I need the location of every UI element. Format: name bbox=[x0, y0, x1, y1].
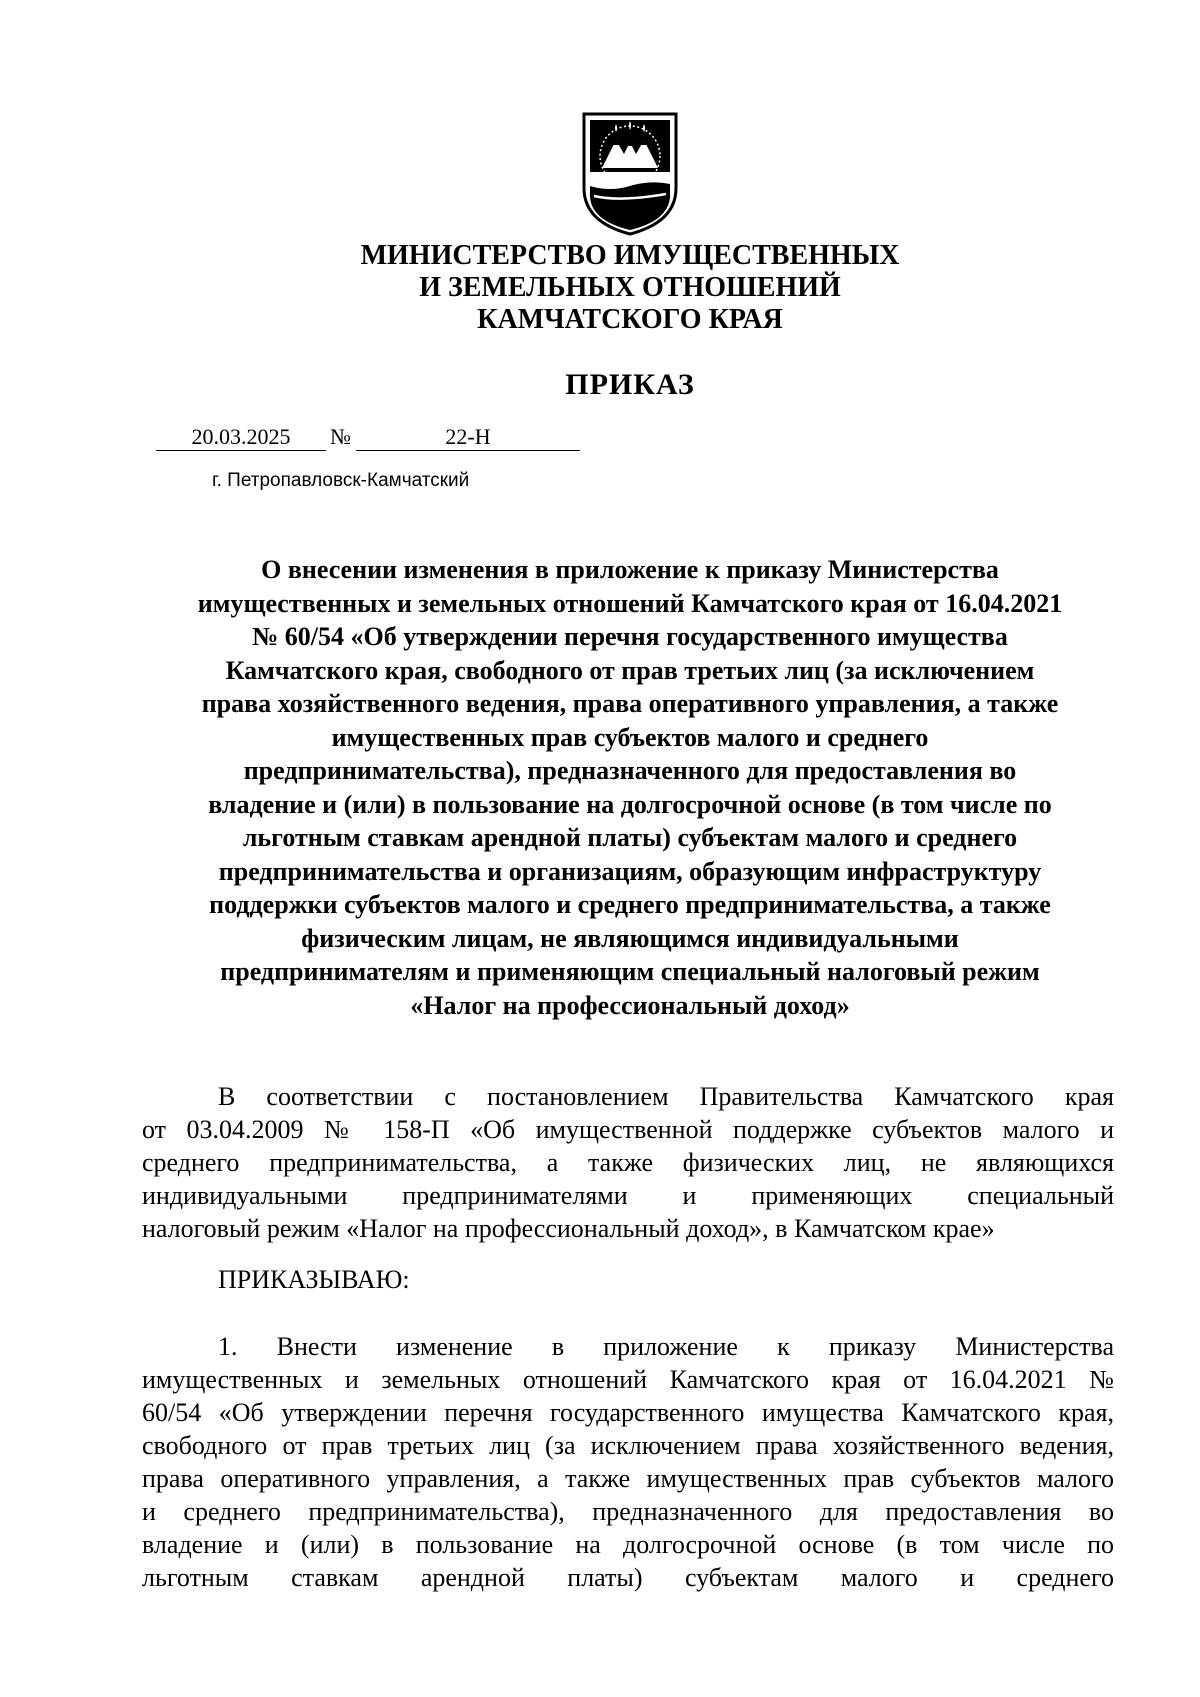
title-line: льготным ставкам арендной платы) субъектам малого и среднего bbox=[242, 823, 1018, 852]
item-1-line: льготным ставкам арендной платы) субъектам малого и среднего bbox=[142, 1563, 1114, 1592]
title-line: Камчатского края, свободного от прав третьих лиц (за исключением bbox=[225, 655, 1035, 685]
title-line: физическим лицам, не являющимся индивидуальными bbox=[301, 923, 959, 953]
title-line: «Налог на профессиональный доход» bbox=[410, 990, 850, 1020]
city-name: г. Петропавловск-Камчатский bbox=[212, 470, 470, 491]
title-line: права хозяйственного ведения, права оперативного управления, а также bbox=[201, 689, 1059, 718]
title-line: поддержки субъектов малого и среднего предпринимательства, а также bbox=[209, 890, 1051, 919]
item-1-line: владение и (или) в пользование на долгосрочной основе (в том числе по bbox=[142, 1530, 1114, 1559]
title-line: предпринимательства и организациям, образующим инфраструктуру bbox=[218, 856, 1042, 886]
item-1-line: имущественных и земельных отношений Камчатского края от 16.04.2021 № bbox=[142, 1365, 1114, 1394]
preamble-paragraph bbox=[142, 1080, 1114, 1245]
item-1-line: 1. Внести изменение в приложение к приказу Министерства bbox=[218, 1332, 1114, 1361]
title-line: имущественных и земельных отношений Камчатского края от 16.04.2021 bbox=[197, 588, 1063, 618]
ministry-name-line-2: И ЗЕМЕЛЬНЫХ ОТНОШЕНИЙ bbox=[419, 272, 841, 303]
preamble-line: налоговый режим «Налог на профессиональный доход», в Камчатском крае» bbox=[142, 1214, 995, 1243]
item-1-line: и среднего предпринимательства), предназначенного для предоставления во bbox=[142, 1497, 1114, 1526]
document-title bbox=[120, 553, 1140, 1022]
number-sign: № bbox=[330, 424, 351, 449]
title-line: имущественных прав субъектов малого и среднего bbox=[331, 722, 929, 752]
item-1-line: свободного от прав третьих лиц (за исключением права хозяйственного ведения, bbox=[142, 1431, 1114, 1460]
order-word: ПРИКАЗЫВАЮ: bbox=[218, 1265, 410, 1294]
title-line: предпринимательства), предназначенного для предоставления во bbox=[243, 756, 1017, 785]
item-1-paragraph bbox=[142, 1330, 1114, 1594]
ministry-name-line-1: МИНИСТЕРСТВО ИМУЩЕСТВЕННЫХ bbox=[360, 240, 900, 271]
kamchatka-coat-of-arms-icon bbox=[580, 110, 680, 237]
ministry-name-line-3: КАМЧАТСКОГО КРАЯ bbox=[477, 304, 783, 335]
title-line: предпринимателям и применяющим специальный налоговый режим bbox=[220, 957, 1040, 986]
preamble-line: среднего предпринимательства, а также физических лиц, не являющихся bbox=[142, 1148, 1114, 1177]
preamble-line: от 03.04.2009 № 158-П «Об имущественной поддержке субъектов малого и bbox=[142, 1115, 1114, 1144]
item-1-line: права оперативного управления, а также имущественных прав субъектов малого bbox=[142, 1464, 1114, 1493]
item-1-line: 60/54 «Об утверждении перечня государственного имущества Камчатского края, bbox=[142, 1398, 1114, 1427]
preamble-line: индивидуальными предпринимателями и применяющих специальный bbox=[142, 1181, 1114, 1210]
title-line: О внесении изменения в приложение к приказу Министерства bbox=[261, 555, 999, 584]
preamble-line: В соответствии с постановлением Правительства Камчатского края bbox=[218, 1082, 1114, 1111]
document-number: 22-Н bbox=[356, 424, 580, 451]
title-line: № 60/54 «Об утверждении перечня государственного имущества bbox=[252, 622, 1008, 651]
document-date: 20.03.2025 bbox=[156, 424, 326, 451]
document-type: ПРИКАЗ bbox=[565, 368, 695, 401]
title-line: владение и (или) в пользование на долгосрочной основе (в том числе по bbox=[208, 789, 1052, 819]
